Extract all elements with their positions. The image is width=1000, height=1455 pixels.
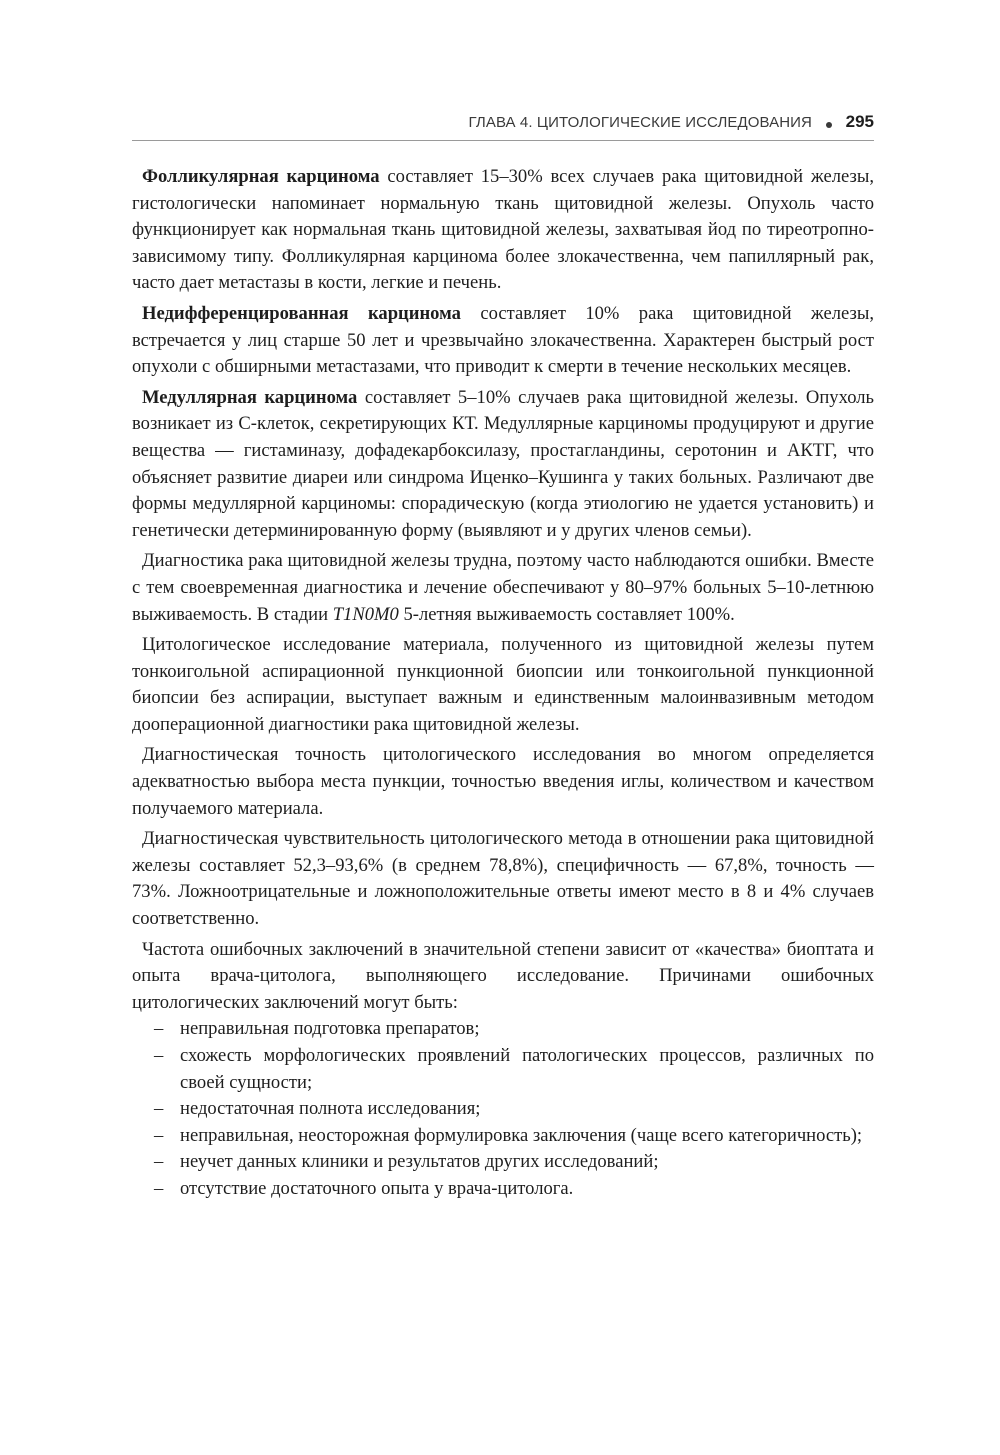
paragraph-text: составляет 15–30% всех случаев рака щитовидной железы, гистологически напоминает нормальную ткань щитовидной железы. Опухоль часто функционирует как нормальная ткань щитовидной железы, захватывая йод по тиреотропно-зависимому типу. Фолликулярная карцинома более злокачественна, чем папиллярный рак, часто дает метастазы в кости, легкие и печень.	[132, 166, 874, 294]
term-follicular-carcinoma: Фолликулярная карцинома	[142, 166, 380, 187]
list-item	[132, 1149, 874, 1176]
list-item	[132, 1176, 874, 1203]
paragraph-text: Диагностическая точность цитологического исследования во многом определяется адекватностью выбора места пункции, точностью введения иглы, количеством и качеством получаемого материала.	[132, 744, 874, 819]
dash-marker: –	[154, 1177, 164, 1199]
list-item-text: неправильная, неосторожная формулировка заключения (чаще всего категоричность);	[180, 1124, 863, 1146]
paragraph-diagnostics	[132, 548, 874, 628]
error-causes-list	[132, 1016, 874, 1202]
paragraph-follicular-carcinoma	[132, 164, 874, 297]
body-text	[132, 164, 874, 1203]
list-item	[132, 1016, 874, 1043]
running-title: ГЛАВА 4. ЦИТОЛОГИЧЕСКИЕ ИССЛЕДОВАНИЯ	[468, 114, 812, 131]
paragraph-cytology-method	[132, 632, 874, 738]
list-item	[132, 1043, 874, 1096]
list-item-text: схожесть морфологических проявлений патологических процессов, различных по своей сущности;	[180, 1045, 874, 1093]
term-undifferentiated-carcinoma: Недифференцированная карцинома	[142, 302, 461, 324]
paragraph-diagnostic-accuracy	[132, 742, 874, 822]
dash-marker: –	[154, 1151, 164, 1173]
paragraph-text: Диагностика рака щитовидной железы трудна, поэтому часто наблюдаются ошибки. Вместе с тем своевременная диагностика и лечение обеспечивают у 80–97% больных 5–10-летнюю выживаемость. В стадии	[132, 550, 874, 625]
dash-marker: –	[154, 1098, 164, 1120]
paragraph-text: составляет 5–10% случаев рака щитовидной железы. Опухоль возникает из С-клеток, секретирующих КТ. Медуллярные карциномы продуцируют и другие вещества — гистаминазу, дофадекарбоксилазу, простагландины, серотонин и АКТГ, что объясняет развитие диареи или синдрома Иценко–Кушинга у таких больных. Различают две формы медуллярной карциномы: спорадическую (когда этиологию не удается установить) и генетически детерминированную форму (выявляют и у других членов семьи).	[132, 386, 874, 541]
dash-marker: –	[154, 1124, 164, 1146]
list-item-text: недостаточная полнота исследования;	[180, 1098, 481, 1120]
list-item-text: неправильная подготовка препаратов;	[180, 1018, 480, 1040]
paragraph-error-causes	[132, 937, 874, 1017]
paragraph-text: Диагностическая чувствительность цитологического метода в отношении рака щитовидной железы составляет 52,3–93,6% (в среднем 78,8%), специфичность — 67,8%, точность — 73%. Ложноотрицательные и ложноположительные ответы имеют место в 8 и 4% случаев соответственно.	[132, 828, 874, 930]
paragraph-text: Цитологическое исследование материала, полученного из щитовидной железы путем тонкоигольной аспирационной пункционной биопсии или тонкоигольной пункционной биопсии без аспирации, выступает важным и единственным малоинвазивным методом дооперационной диагностики рака щитовидной железы.	[132, 634, 874, 735]
dash-marker: –	[154, 1018, 164, 1040]
paragraph-undifferentiated-carcinoma	[132, 301, 874, 381]
paragraph-text: 5-летняя выживаемость составляет 100%.	[398, 603, 735, 625]
bullet-icon	[826, 122, 832, 128]
dash-marker: –	[154, 1045, 164, 1066]
paragraph-text: составляет 10% рака щитовидной железы, встречается у лиц старше 50 лет и чрезвычайно злокачественна. Характерен быстрый рост опухоли с обширными метастазами, что приводит к смерти в течение нескольких месяцев.	[132, 302, 874, 378]
paragraph-sensitivity	[132, 826, 874, 932]
list-item	[132, 1096, 874, 1123]
term-medullary-carcinoma: Медуллярная карцинома	[142, 386, 358, 408]
list-item	[132, 1123, 874, 1150]
page-number: 295	[845, 112, 874, 131]
stage-t1n0m0: T1N0M0	[332, 603, 399, 625]
list-item-text: отсутствие достаточного опыта у врача-цитолога.	[180, 1177, 574, 1199]
page-header	[132, 108, 874, 141]
list-item-text: неучет данных клиники и результатов других исследований;	[180, 1151, 659, 1173]
paragraph-medullary-carcinoma	[132, 385, 874, 545]
paragraph-text: Частота ошибочных заключений в значительной степени зависит от «качества» биоптата и опыта врача-цитолога, выполняющего исследование. Причинами ошибочных цитологических заключений могут быть:	[132, 938, 874, 1013]
